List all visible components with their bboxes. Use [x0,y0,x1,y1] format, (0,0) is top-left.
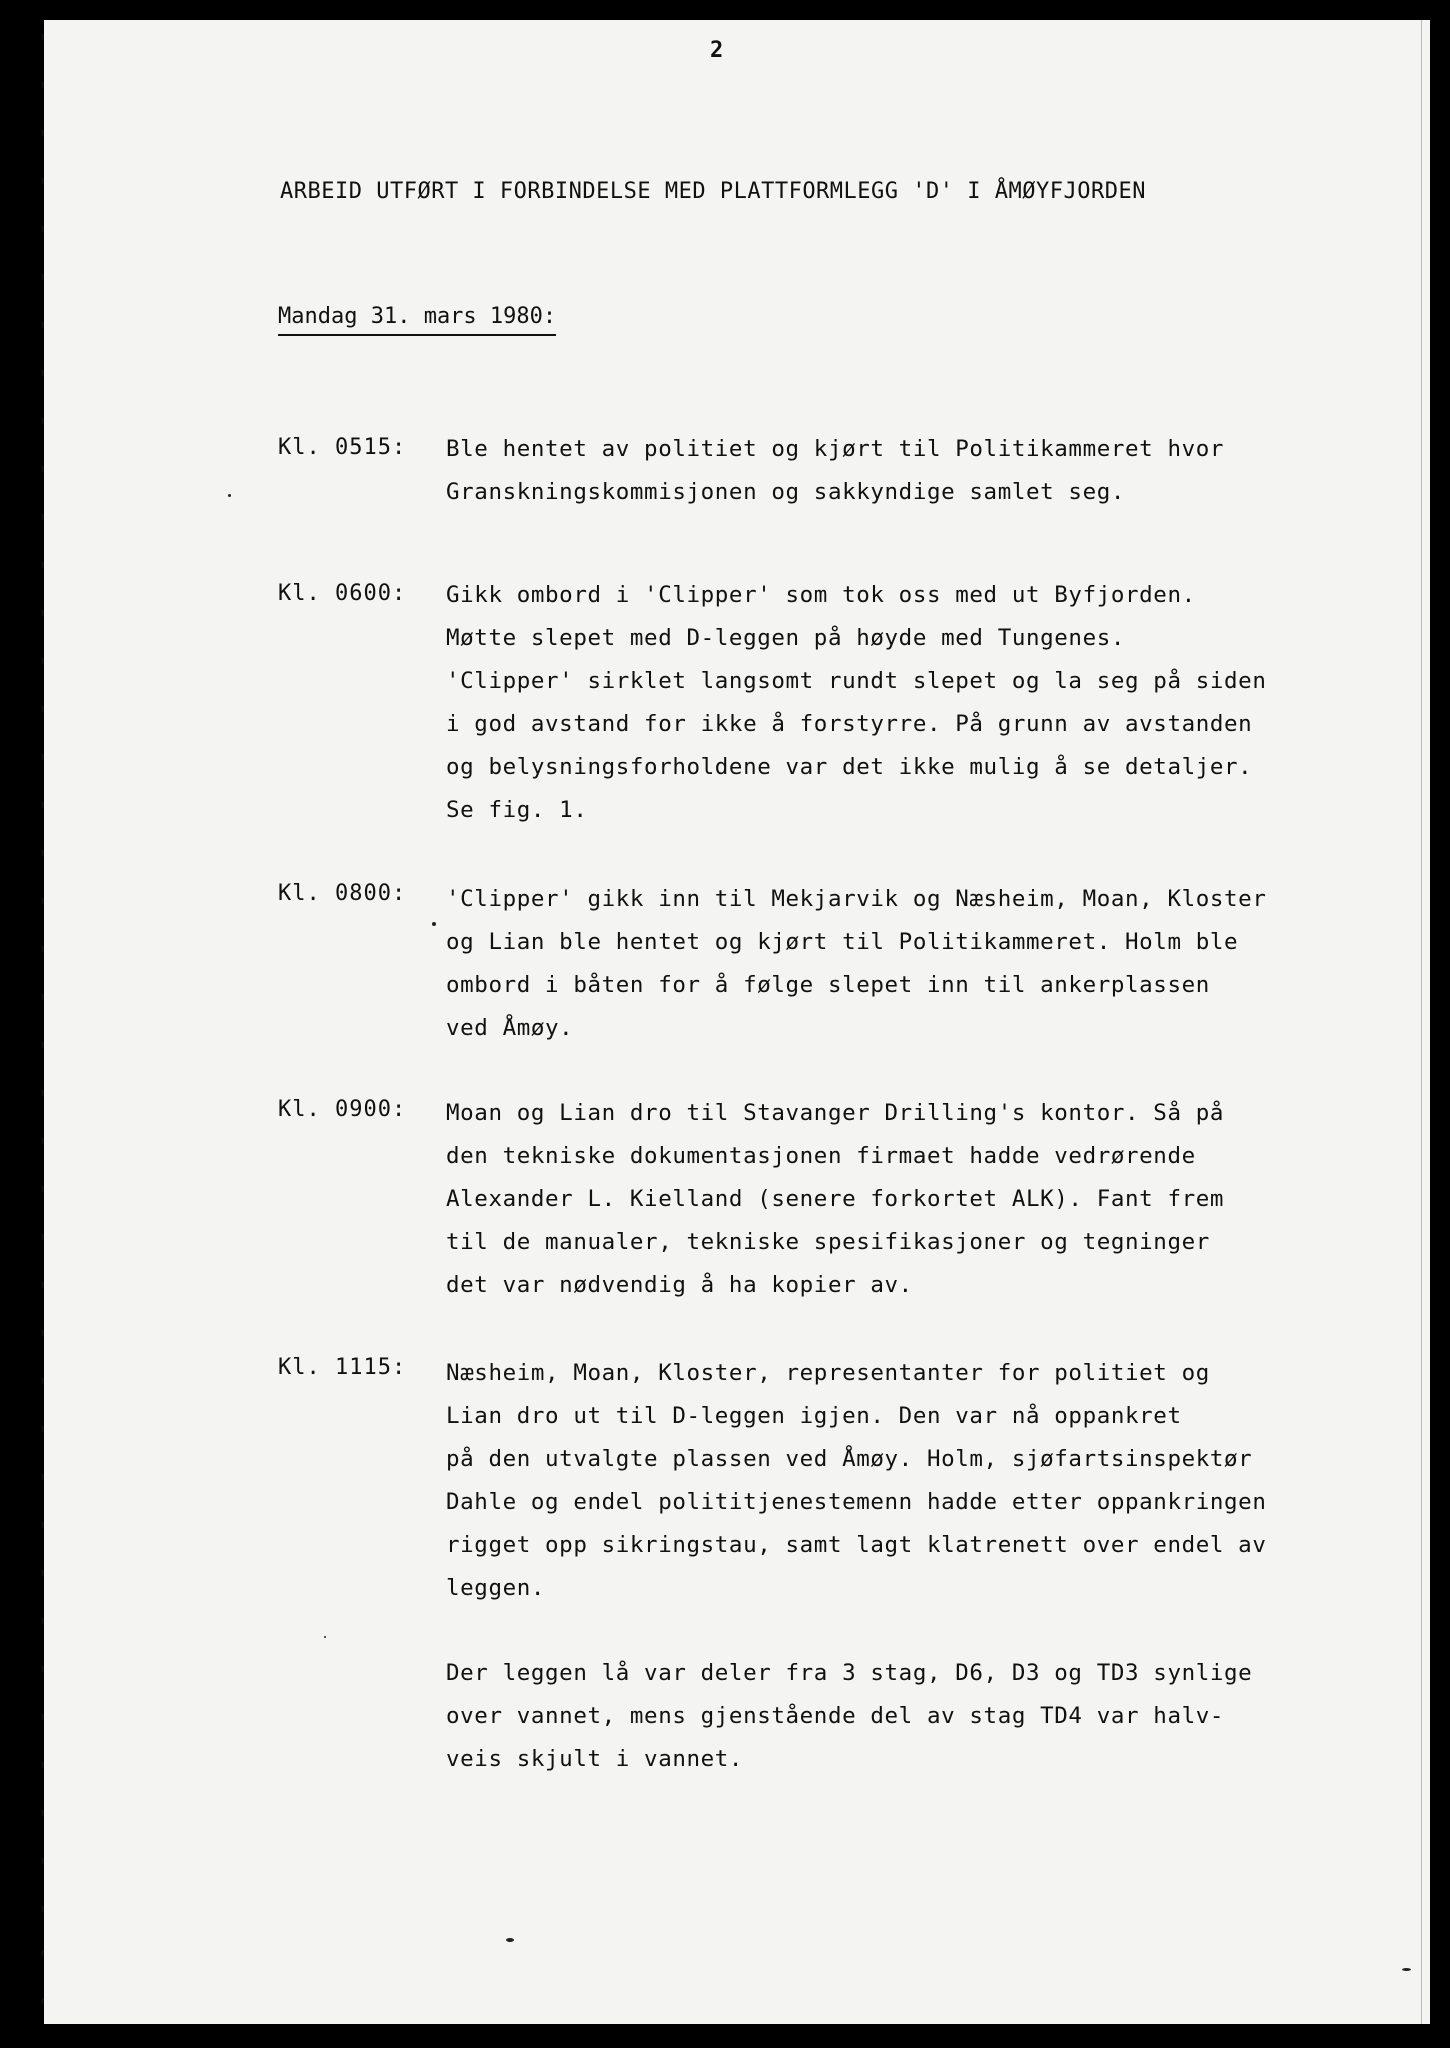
document-title: ARBEID UTFØRT I FORBINDELSE MED PLATTFORMLEGG 'D' I ÅMØYFJORDEN [280,179,1146,204]
document-page [44,20,1430,2024]
entry-text: Gikk ombord i 'Clipper' som tok oss med ut Byfjorden. Møtte slepet med D-leggen på høyde med Tungenes. 'Clipper' sirklet langsomt rundt slepet og la seg på siden i god avstand for ikke å forstyrre. På grunn av avstanden og belysningsforholdene var det ikke mulig å se detaljer. Se fig. 1. [446,582,1267,823]
date-heading: Mandag 31. mars 1980: [278,300,556,336]
entry-time: Kl. 1115: [278,1355,407,1380]
entry-text: 'Clipper' gikk inn til Mekjarvik og Næsheim, Moan, Kloster og Lian ble hentet og kjørt til Politikammeret. Holm ble ombord i båten for å følge slepet inn til ankerplassen ved Åmøy. [446,886,1267,1041]
binding-edge [0,0,44,2048]
paper-speck [324,1636,326,1638]
entry-text: Ble hentet av politiet og kjørt til Politikammeret hvor Granskningskommisjonen og sakkyndige samlet seg. [446,436,1225,505]
entry-time: Kl. 0900: [278,1097,407,1122]
entry-time: Kl. 0515: [278,435,407,460]
entry-time: Kl. 0600: [278,581,407,606]
entry-text: Moan og Lian dro til Stavanger Drilling's kontor. Så på den tekniske dokumentasjonen firmaet hadde vedrørende Alexander L. Kielland (senere forkortet ALK). Fant frem til de manualer, tekniske spesifikasjoner og tegninger det var nødvendig å ha kopier av. [446,1100,1225,1298]
paper-speck [506,1938,514,1942]
paper-speck [1402,1968,1411,1971]
page-number: 2 [710,38,724,63]
entry-time: Kl. 0800: [278,881,407,906]
page-edge-shadow [1421,20,1422,2024]
paper-speck [432,922,436,926]
entry-text: Næsheim, Moan, Kloster, representanter for politiet og Lian dro ut til D-leggen igjen. Den var nå oppankret på den utvalgte plassen ved Åmøy. Holm, sjøfartsinspektør Dahle og endel polititjenestemenn hadde etter oppankringen rigget opp sikringstau, samt lagt klatrenett over endel av leggen. [446,1360,1267,1601]
paper-speck [228,494,231,497]
closing-paragraph: Der leggen lå var deler fra 3 stag, D6, D3 og TD3 synlige over vannet, mens gjenstående del av stag TD4 var halv- veis skjult i vannet. [446,1660,1253,1772]
